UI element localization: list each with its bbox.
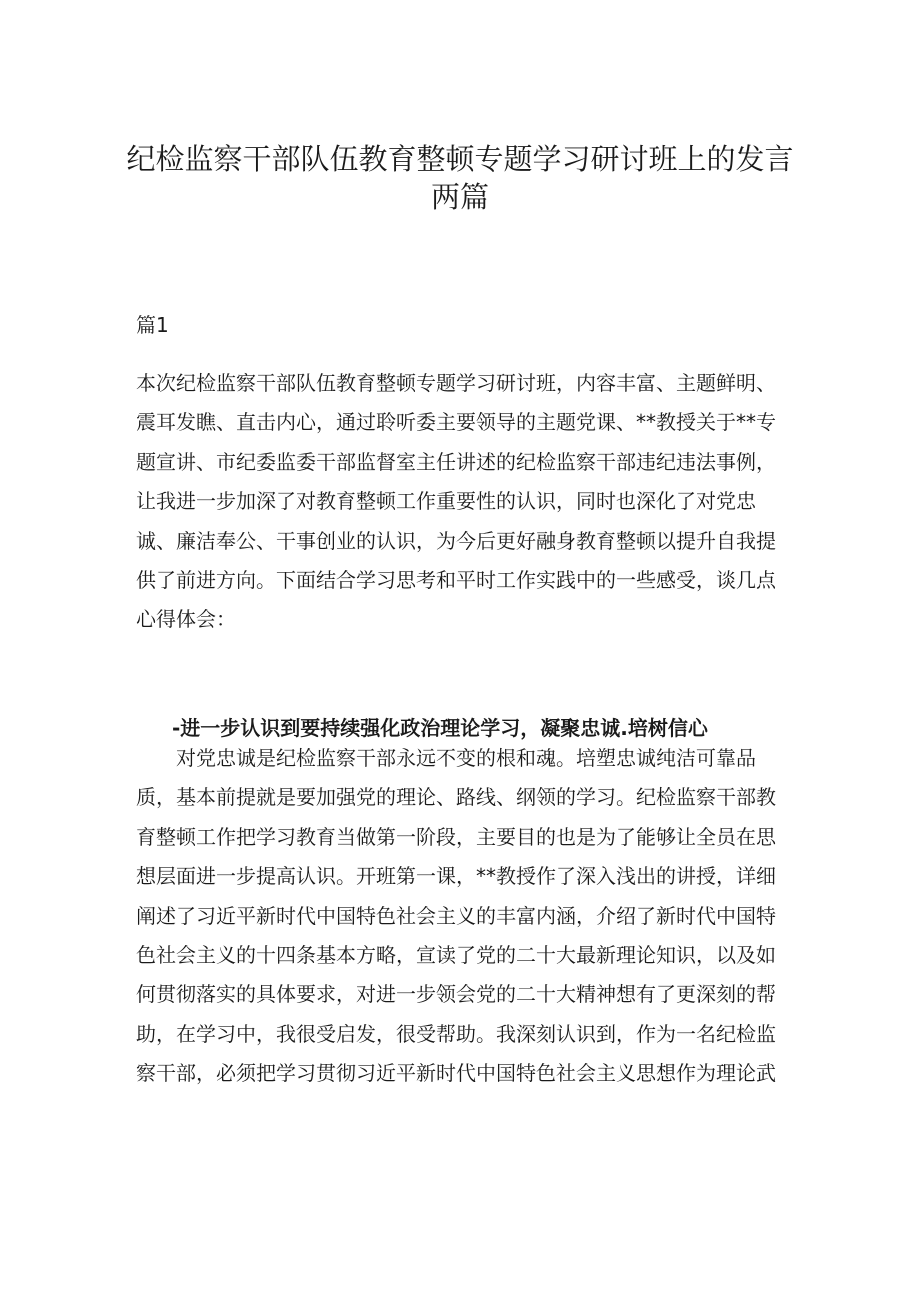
paragraph-2-line: 何贯彻落实的具体要求，对进一步领会党的二十大精神想有了更深刻的帮 (136, 982, 776, 1007)
paragraph-1-line: 让我进一步加深了对教育整顿工作重要性的认识，同时也深化了对党忠 (136, 489, 756, 514)
paragraph-2-line: 阐述了习近平新时代中国特色社会主义的丰富内涵，介绍了新时代中国特 (136, 903, 776, 928)
paragraph-1 (136, 364, 786, 640)
paragraph-2 (136, 739, 786, 1094)
paragraph-1-line: 本次纪检监察干部队伍教育整顿专题学习研讨班，内容丰富、主题鲜明、 (136, 371, 776, 395)
paragraph-1-line: 震耳发瞧、直击内心，通过聆听委主要领导的主题党课、**教授关于**专 (136, 410, 776, 435)
paragraph-1-line: 心得体会： (136, 607, 236, 632)
paragraph-2-line: 质，基本前提就是要加强党的理论、路线、纲领的学习。纪检监察干部教 (136, 785, 776, 810)
title-line-2: 两篇 (430, 180, 489, 214)
title-line-1: 纪检监察干部队伍教育整顿专题学习研讨班上的发言 (126, 142, 794, 176)
paragraph-2-line: 察干部，必须把学习贯彻习近平新时代中国特色社会主义思想作为理论武 (136, 1061, 776, 1086)
paragraph-1-line: 供了前进方向。下面结合学习思考和平时工作实践中的一些感受，谈几点 (136, 567, 776, 592)
section-label: 篇1 (136, 313, 169, 337)
paragraph-2-line: 想层面进一步提高认识。开班第一课，**教授作了深入浅出的讲授，详细 (136, 864, 776, 889)
paragraph-2-line: 育整顿工作把学习教育当做第一阶段，主要目的也是为了能够让全员在思 (136, 824, 776, 849)
paragraph-2-line: 对党忠诚是纪检监察干部永远不变的根和魂。培塑忠诚纯洁可靠品 (136, 746, 756, 770)
paragraph-1-line: 诚、廉洁奉公、干事创业的认识，为今后更好融身教育整顿以提升自我提 (136, 528, 776, 553)
document-title (100, 140, 820, 216)
section-heading: -进一步认识到要持续强化政治理论学习，凝聚忠诚.培树信心 (172, 716, 708, 740)
paragraph-2-line: 助，在学习中，我很受启发，很受帮助。我深刻认识到，作为一名纪检监 (136, 1021, 776, 1046)
paragraph-2-line: 色社会主义的十四条基本方略，宣读了党的二十大最新理论知识，以及如 (136, 942, 776, 967)
paragraph-1-line: 题宣讲、市纪委监委干部监督室主任讲述的纪检监察干部违纪违法事例， (136, 449, 776, 474)
